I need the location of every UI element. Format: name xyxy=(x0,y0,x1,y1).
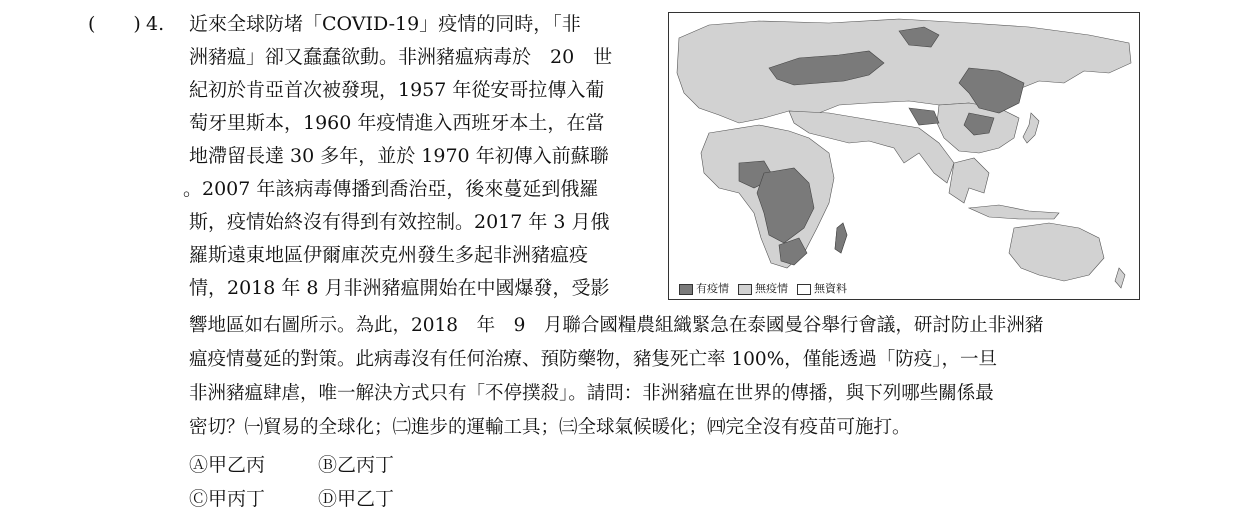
question-line-3: 紀初於肯亞首次被發現，1957 年從安哥拉傳入葡 xyxy=(189,79,605,101)
answer-blank: ( ) xyxy=(88,13,141,35)
map-region-indonesia xyxy=(969,205,1059,219)
option-b[interactable]: Ⓑ乙丙丁 xyxy=(318,454,395,476)
question-line-9: 情，2018 年 8 月非洲豬瘟開始在中國爆發，受影 xyxy=(189,277,610,299)
map-region-southeast-asia xyxy=(949,158,989,203)
question-line-4: 萄牙里斯本，1960 年疫情進入西班牙本土，在當 xyxy=(189,112,605,134)
question-line-2: 洲豬瘟」卻又蠢蠢欲動。非洲豬瘟病毒於 20 世 xyxy=(189,46,613,68)
question-line-5: 地滯留長達 30 多年，並於 1970 年初傳入前蘇聯 xyxy=(189,145,609,167)
legend-infected-label: 有疫情 xyxy=(696,282,729,295)
legend-no-infection-label: 無疫情 xyxy=(755,282,788,295)
map-region-australia xyxy=(1009,223,1104,281)
legend-no-data xyxy=(797,280,847,296)
option-a[interactable]: Ⓐ甲乙丙 xyxy=(189,454,266,476)
question-line-11: 瘟疫情蔓延的對策。此病毒沒有任何治療、預防藥物，豬隻死亡率 100%，僅能透過「防疫」，一旦 xyxy=(189,349,998,370)
question-line-12: 非洲豬瘟肆虐，唯一解決方式只有「不停撲殺」。請問：非洲豬瘟在世界的傳播，與下列哪些關係最 xyxy=(189,383,994,404)
option-d[interactable]: Ⓓ甲乙丁 xyxy=(318,488,395,510)
map-infected-madagascar xyxy=(835,223,847,253)
question-number: 4. xyxy=(146,13,165,35)
map-region-japan xyxy=(1023,113,1039,143)
question-line-7: 斯，疫情始終沒有得到有效控制。2017 年 3 月俄 xyxy=(189,211,610,233)
legend-infected xyxy=(679,280,729,296)
legend-no-data-label: 無資料 xyxy=(814,282,847,295)
legend-no-infection xyxy=(738,280,788,296)
question-line-8: 羅斯遠東地區伊爾庫茨克州發生多起非洲豬瘟疫 xyxy=(189,244,589,266)
world-map xyxy=(669,13,1139,299)
option-c[interactable]: Ⓒ甲丙丁 xyxy=(189,488,266,510)
map-infected-india xyxy=(909,108,939,125)
map-legend xyxy=(679,280,847,296)
question-line-1: 近來全球防堵「COVID-19」疫情的同時，「非 xyxy=(189,13,581,35)
world-map-figure xyxy=(668,12,1140,300)
question-line-6: 。2007 年該病毒傳播到喬治亞，後來蔓延到俄羅 xyxy=(183,178,599,200)
map-region-new-zealand xyxy=(1115,268,1125,288)
question-line-10: 響地區如右圖所示。為此，2018 年 9 月聯合國糧農組織緊急在泰國曼谷舉行會議，研討防止非洲豬 xyxy=(189,315,1044,336)
question-line-13: 密切？㈠貿易的全球化；㈡進步的運輸工具；㈢全球氣候暖化；㈣完全沒有疫苗可施打。 xyxy=(189,417,911,438)
